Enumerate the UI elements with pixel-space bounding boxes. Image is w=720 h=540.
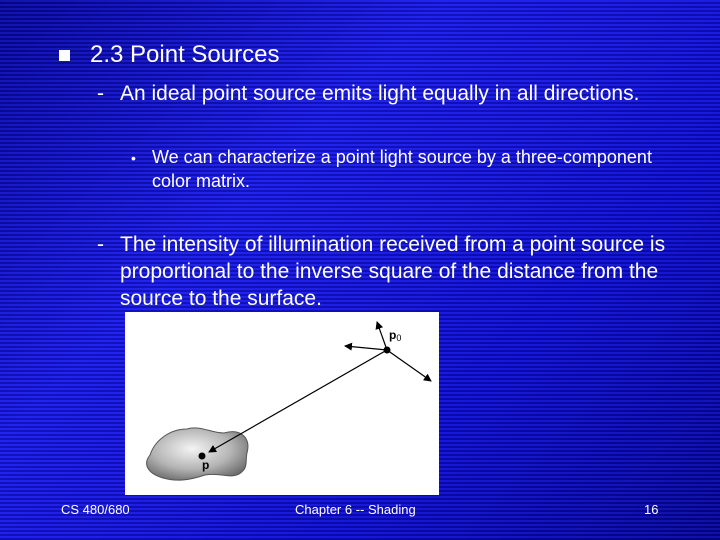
footer-page-number: 16 (644, 502, 659, 517)
ray-up (377, 322, 387, 350)
source-label: p0 (389, 328, 402, 343)
dash-bullet: - (97, 233, 104, 256)
slide-title: 2.3 Point Sources (90, 41, 280, 68)
point-2: The intensity of illumination received from a point source is proportional to the inverse square of the distance from the source to the surface. (120, 233, 666, 310)
point-source-diagram (125, 312, 439, 495)
surface-label: p (202, 458, 210, 472)
ray-left (345, 346, 387, 350)
dot-bullet-icon: • (131, 150, 136, 166)
ray-to-surface (209, 350, 387, 452)
footer-course: CS 480/680 (61, 502, 130, 517)
square-bullet-icon (59, 50, 70, 61)
point-1: An ideal point source emits light equally in all directions. (120, 82, 640, 105)
subpoint-1: We can characterize a point light source by a three-component color matrix. (152, 147, 652, 191)
dash-bullet: - (97, 82, 104, 105)
point-source-figure (125, 312, 439, 495)
source-point (384, 347, 391, 354)
ray-down-right (387, 350, 431, 381)
surface-patch (147, 428, 248, 480)
footer-chapter: Chapter 6 -- Shading (295, 502, 416, 517)
